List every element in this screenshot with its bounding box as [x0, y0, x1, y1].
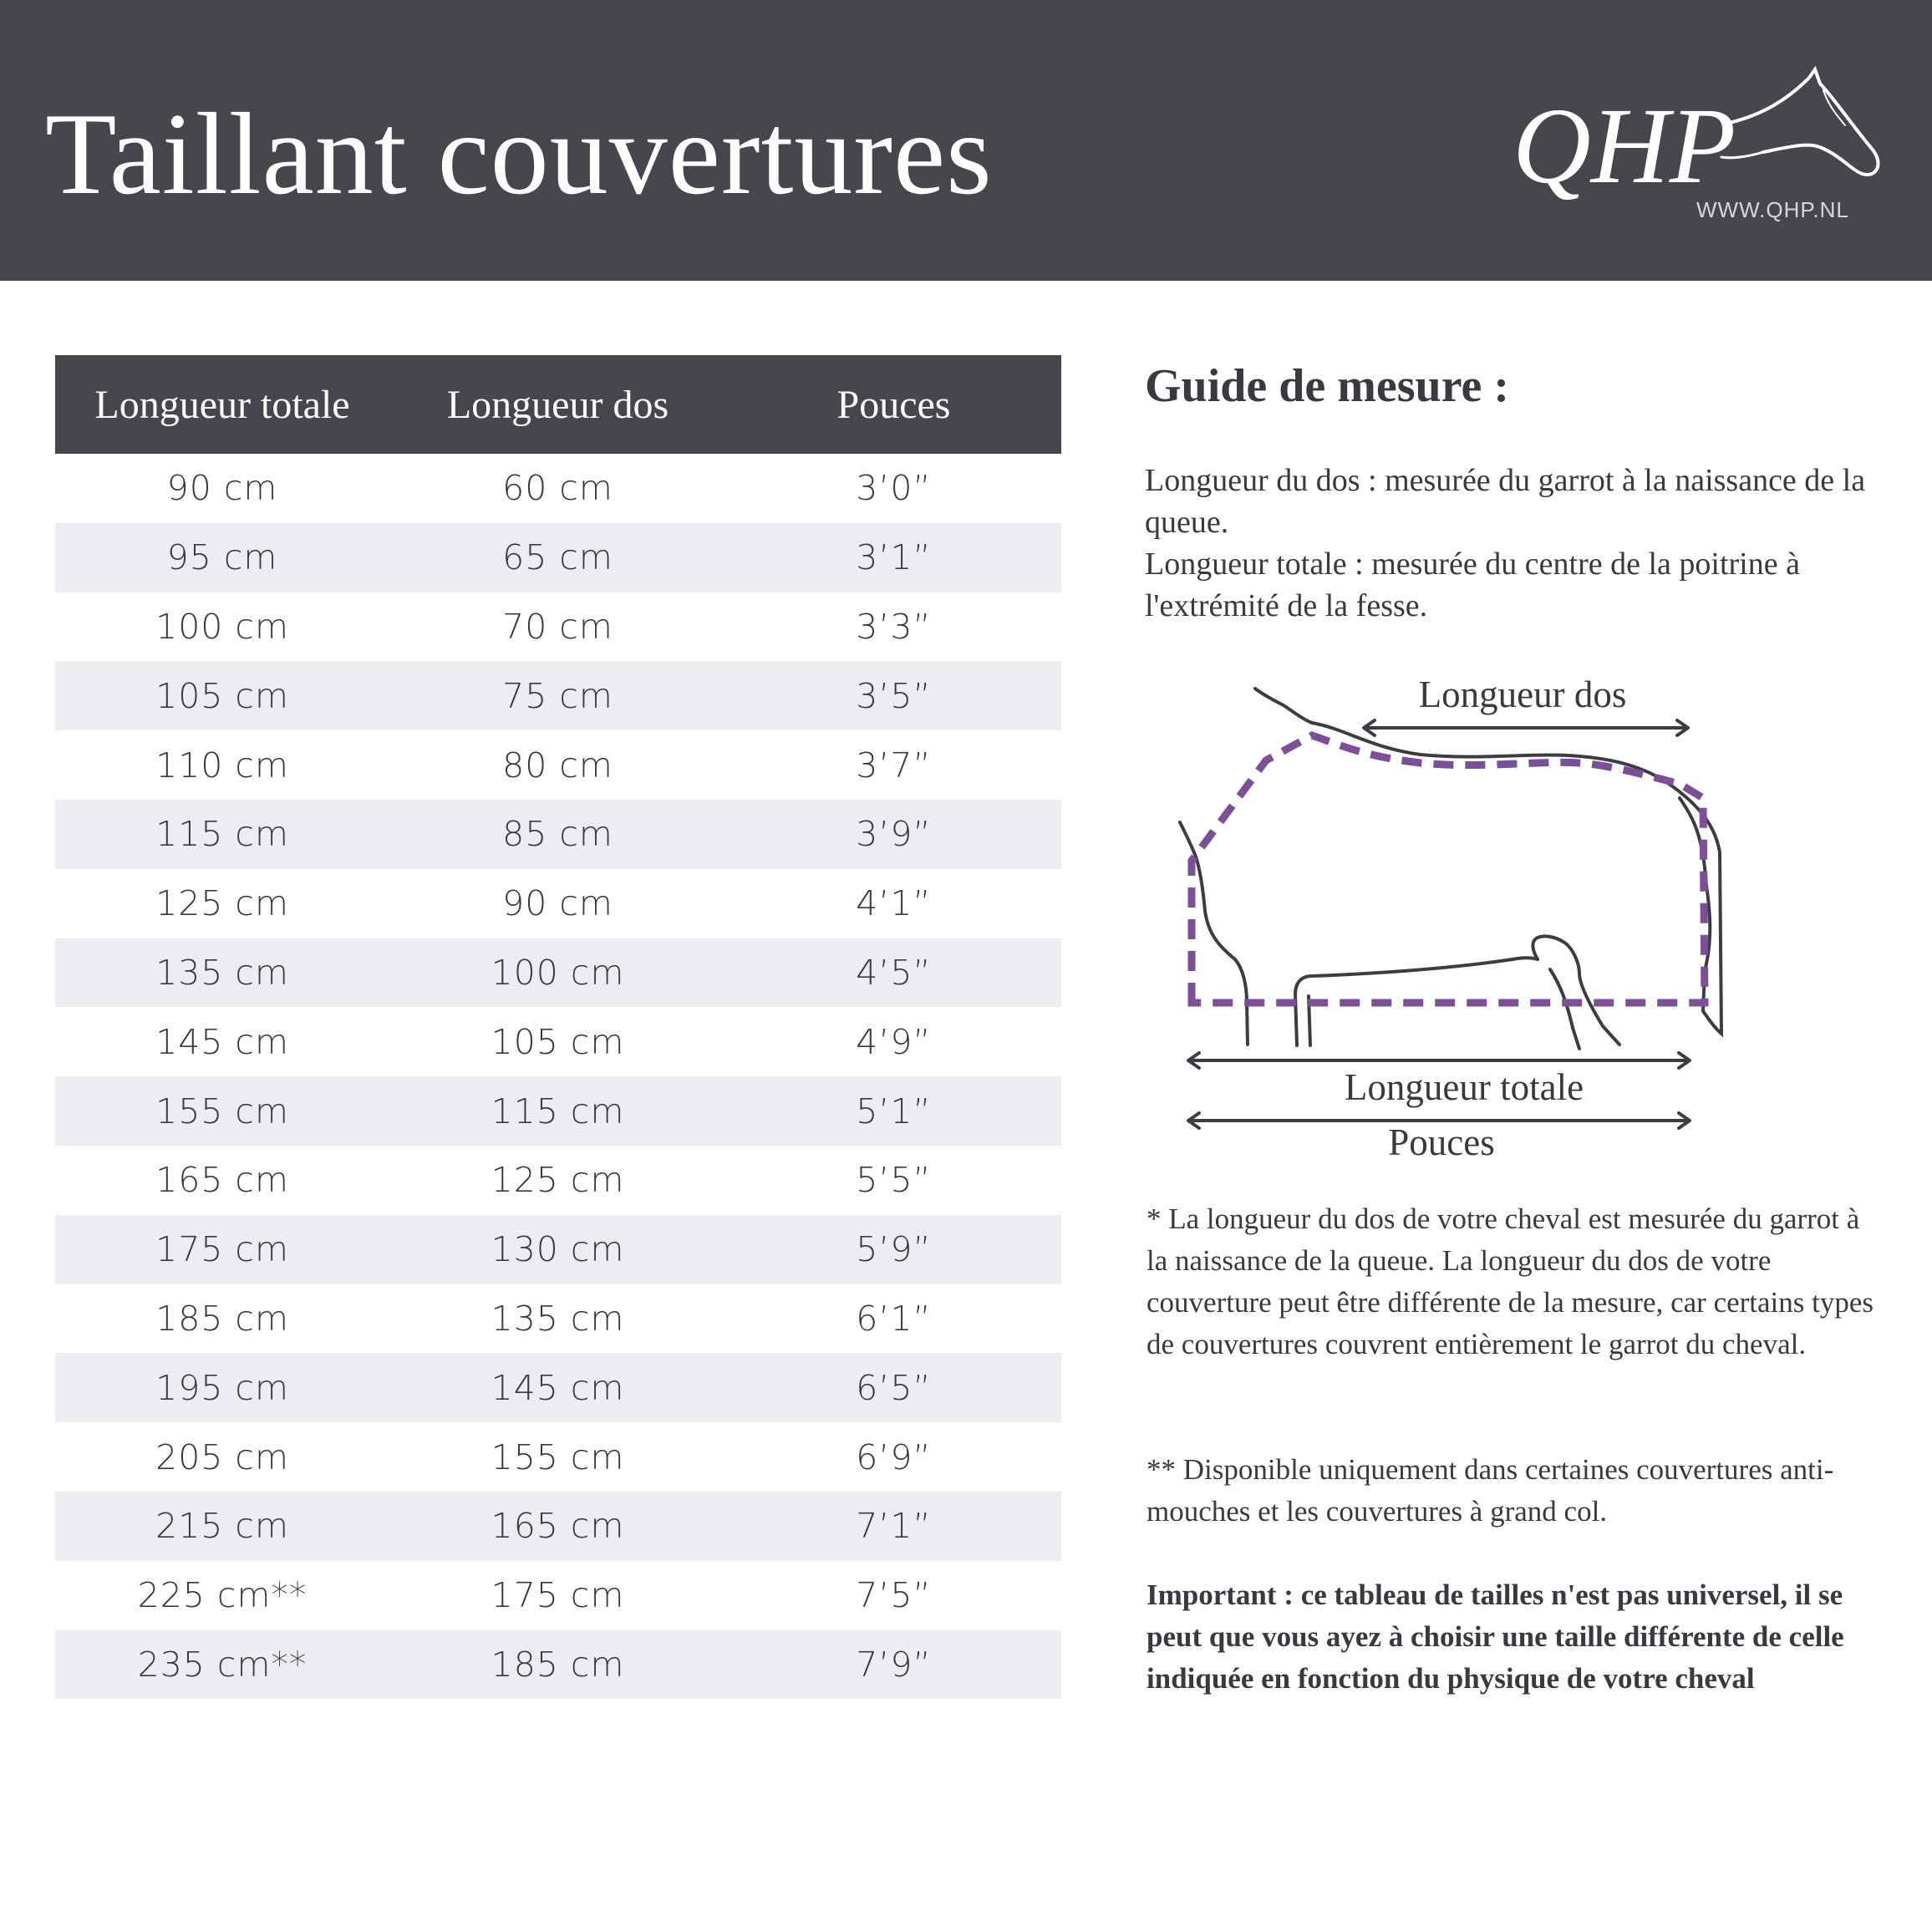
size-table	[55, 355, 1061, 1699]
cell-inches: 7’9”	[856, 1644, 932, 1685]
table-row	[55, 1215, 1061, 1284]
cell-back: 100 cm	[491, 952, 625, 993]
table-row	[55, 800, 1061, 869]
cell-inches: 7’5”	[856, 1575, 932, 1616]
cell-total: 195 cm	[155, 1367, 289, 1408]
page-title: Taillant couvertures	[45, 89, 993, 219]
cell-total: 165 cm	[155, 1160, 289, 1201]
guide-description	[1145, 460, 1880, 627]
cell-total: 100 cm	[155, 606, 289, 647]
guide-total-length-text: Longueur totale : mesurée du centre de la poitrine à l'extrémité de la fesse.	[1145, 547, 1800, 623]
table-row	[55, 1146, 1061, 1215]
label-inches: Pouces	[1388, 1121, 1495, 1163]
header-banner	[0, 0, 1932, 281]
cell-back: 80 cm	[502, 745, 613, 786]
cell-inches: 5’5”	[856, 1160, 932, 1201]
note-important: Important : ce tableau de tailles n'est pas universel, il se peut que vous ayez à choisir une taille différente de celle indiquée en fonction du physique de votre cheval	[1146, 1579, 1844, 1695]
cell-total: 155 cm	[155, 1091, 289, 1131]
cell-inches: 3’9”	[856, 814, 932, 855]
table-header-row	[55, 355, 1061, 454]
table-row	[55, 523, 1061, 592]
cell-total: 205 cm	[155, 1436, 289, 1477]
cell-inches: 4’5”	[856, 952, 932, 993]
cell-back: 155 cm	[491, 1436, 625, 1477]
table-row	[55, 869, 1061, 938]
table-row	[55, 1007, 1061, 1076]
cell-back: 175 cm	[491, 1575, 625, 1616]
cell-back: 135 cm	[491, 1298, 625, 1339]
header-back-length: Longueur dos	[446, 382, 669, 427]
cell-back: 90 cm	[502, 883, 613, 924]
note-availability: ** Disponible uniquement dans certaines couvertures anti-mouches et les couvertures à grand col.	[1146, 1453, 1834, 1528]
table-row	[55, 1422, 1061, 1492]
guide-back-length-text: Longueur du dos : mesurée du garrot à la naissance de la queue.	[1145, 463, 1866, 540]
cell-back: 145 cm	[491, 1367, 625, 1408]
cell-inches: 3’0”	[856, 468, 932, 509]
table-row	[55, 1630, 1061, 1700]
note-back-length: * La longueur du dos de votre cheval est mesurée du garrot à la naissance de la queue. La longueur du dos de votre couverture peut être différente de la mesure, car certains types de couvertures couvrent entièrement le garrot du cheval.	[1146, 1202, 1874, 1360]
cell-inches: 3’3”	[856, 606, 932, 647]
cell-back: 185 cm	[491, 1644, 625, 1685]
cell-total: 125 cm	[155, 883, 289, 924]
table-row	[55, 938, 1061, 1008]
cell-inches: 3’7”	[856, 745, 932, 786]
cell-total: 175 cm	[155, 1229, 289, 1270]
cell-inches: 6’1”	[856, 1298, 932, 1339]
cell-back: 125 cm	[491, 1160, 625, 1201]
cell-total: 145 cm	[155, 1021, 289, 1062]
logo-text: QHP	[1513, 86, 1736, 206]
cell-inches: 4’1”	[856, 883, 932, 924]
table-row	[55, 661, 1061, 730]
horse-measure-diagram	[1145, 669, 1730, 1170]
cell-back: 60 cm	[502, 468, 613, 509]
cell-back: 85 cm	[502, 814, 613, 855]
table-row	[55, 1284, 1061, 1354]
cell-inches: 3’5”	[856, 675, 932, 716]
cell-back: 75 cm	[502, 675, 613, 716]
cell-back: 65 cm	[502, 537, 613, 578]
cell-inches: 5’9”	[856, 1229, 932, 1270]
table-row	[55, 1561, 1061, 1630]
cell-total: 110 cm	[155, 745, 289, 786]
header-inches: Pouces	[836, 382, 951, 427]
cell-total: 235 cm**	[137, 1644, 308, 1685]
horse-outline	[1284, 705, 1721, 1034]
table-row	[55, 1353, 1061, 1422]
label-total-length: Longueur totale	[1344, 1066, 1584, 1108]
cell-total: 215 cm	[155, 1506, 289, 1547]
cell-inches: 4’9”	[856, 1021, 932, 1062]
cell-total: 105 cm	[155, 675, 289, 716]
header-total-length: Longueur totale	[94, 382, 350, 427]
table-row	[55, 730, 1061, 800]
cell-inches: 6’9”	[856, 1436, 932, 1477]
table-row	[55, 1492, 1061, 1561]
cell-total: 225 cm**	[137, 1575, 308, 1616]
table-row	[55, 592, 1061, 662]
logo-url: WWW.QHP.NL	[1696, 197, 1849, 222]
cell-inches: 5’1”	[856, 1091, 932, 1131]
cell-total: 90 cm	[166, 468, 278, 509]
cell-total: 115 cm	[155, 814, 289, 855]
cell-inches: 6’5”	[856, 1367, 932, 1408]
cell-back: 165 cm	[491, 1506, 625, 1547]
cell-total: 185 cm	[155, 1298, 289, 1339]
cell-back: 105 cm	[491, 1021, 625, 1062]
cell-total: 95 cm	[166, 537, 278, 578]
table-row	[55, 1076, 1061, 1146]
cell-total: 135 cm	[155, 952, 289, 993]
table-row	[55, 454, 1061, 523]
guide-title: Guide de mesure :	[1145, 360, 1510, 412]
cell-inches: 7’1”	[856, 1506, 932, 1547]
blanket-dashed-outline	[1192, 735, 1705, 1003]
cell-back: 115 cm	[491, 1091, 625, 1131]
cell-inches: 3’1”	[856, 537, 932, 578]
cell-back: 130 cm	[491, 1229, 625, 1270]
label-back-length: Longueur dos	[1418, 674, 1627, 715]
cell-back: 70 cm	[502, 606, 613, 647]
